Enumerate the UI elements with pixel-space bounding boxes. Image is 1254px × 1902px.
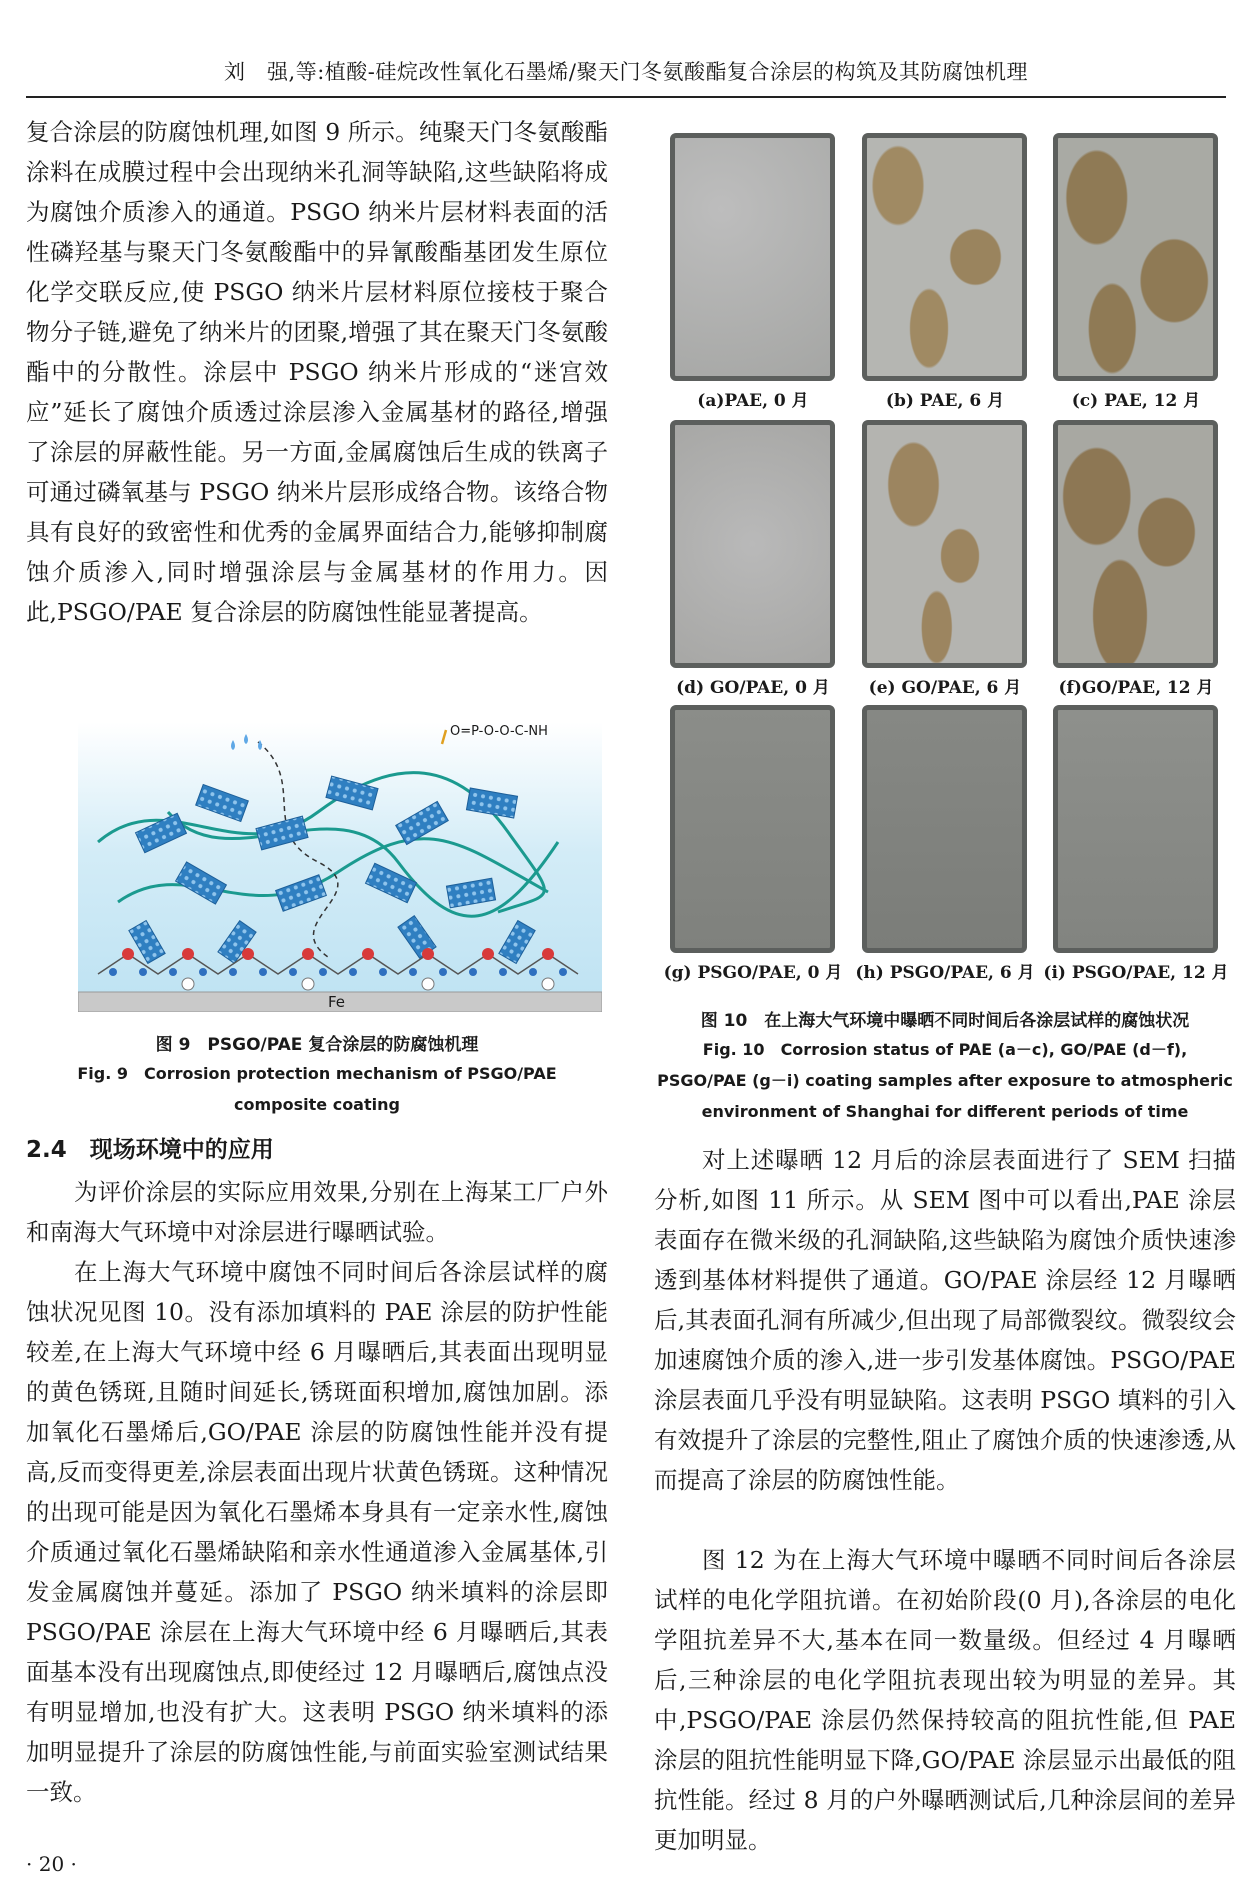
section-heading: 2.4 现场环境中的应用: [26, 1137, 274, 1163]
sample-photo-b: [862, 133, 1027, 381]
body-text: 图 12 为在上海大气环境中曝晒不同时间后各涂层试样的电化学阻抗谱。在初始阶段(0 月),各涂层的电化学阻抗差异不大,基本在同一数量级。但经过 4 月曝晒后,三种涂层的电化学阻抗表现出较为明显的差异。其中,PSGO/PAE 涂层仍然保持较高的阻抗性能,但 PAE 涂层的阻抗性能明显下降,GO/PAE 涂层显示出最低的阻抗性能。经过 8 月的户外曝晒测试后,几种涂层间的差异更加明显。: [654, 1546, 1236, 1854]
sample-photo-e: [862, 420, 1027, 668]
body-text: 复合涂层的防腐蚀机理,如图 9 所示。纯聚天门冬氨酸酯涂料在成膜过程中会出现纳米孔洞等缺陷,这些缺陷将成为腐蚀介质渗入的通道。PSGO 纳米片层材料表面的活性磷羟基与聚天门冬氨酸酯中的异氰酸酯基团发生原位化学交联反应,使 PSGO 纳米片层材料原位接枝于聚合物分子链,避免了纳米片的团聚,增强了其在聚天门冬氨酸酯中的分散性。涂层中 PSGO 纳米片形成的“迷宫效应”延长了腐蚀介质透过涂层渗入金属基材的路径,增强了涂层的屏蔽性能。另一方面,金属腐蚀后生成的铁离子可通过磷氧基与 PSGO 纳米片层形成络合物。该络合物具有良好的致密性和优秀的金属界面结合力,能够抑制腐蚀介质渗入,同时增强涂层与金属基材的作用力。因此,PSGO/PAE 复合涂层的防腐蚀性能显著提高。: [26, 118, 608, 626]
sample-photo-g: [670, 705, 835, 953]
figure-9: [78, 722, 602, 1012]
right-paragraph-1: [654, 1140, 1236, 1500]
left-paragraph-1: [26, 112, 608, 632]
photo-label-f: (f)GO/PAE, 12 月: [1058, 678, 1214, 698]
figure-9-caption-en-1: Fig. 9 Corrosion protection mechanism of PSGO/PAE: [77, 1064, 557, 1083]
photo-label-e: (e) GO/PAE, 6 月: [868, 678, 1022, 698]
photo-label-b: (b) PAE, 6 月: [885, 391, 1005, 411]
photo-label-h: (h) PSGO/PAE, 6 月: [855, 963, 1035, 983]
corrosion-mechanism-diagram: [78, 722, 602, 1012]
figure-10-caption-en-2: PSGO/PAE (g－i) coating samples after exposure to atmospheric: [657, 1071, 1233, 1090]
page-number: · 20 ·: [26, 1852, 77, 1876]
left-paragraph-2: [26, 1172, 608, 1252]
right-paragraph-2: [654, 1540, 1236, 1860]
header-rule: [26, 96, 1226, 98]
legend-label: O=P-O-O-C-NH: [450, 724, 548, 739]
body-text: 为评价涂层的实际应用效果,分别在上海某工厂户外和南海大气环境中对涂层进行曝晒试验。: [26, 1178, 608, 1246]
sample-photo-h: [862, 705, 1027, 953]
photo-label-i: (i) PSGO/PAE, 12 月: [1043, 963, 1229, 983]
sample-photo-a: [670, 133, 835, 381]
sample-photo-c: [1053, 133, 1218, 381]
figure-10-caption-cn: 图 10 在上海大气环境中曝晒不同时间后各涂层试样的腐蚀状况: [700, 1011, 1190, 1031]
sample-photo-i: [1053, 705, 1218, 953]
photo-label-c: (c) PAE, 12 月: [1071, 391, 1201, 411]
body-text: 对上述曝晒 12 月后的涂层表面进行了 SEM 扫描分析,如图 11 所示。从 SEM 图中可以看出,PAE 涂层表面存在微米级的孔洞缺陷,这些缺陷为腐蚀介质快速渗透到基体材料提供了通道。GO/PAE 涂层经 12 月曝晒后,其表面孔洞有所减少,但出现了局部微裂纹。微裂纹会加速腐蚀介质的渗入,进一步引发基体腐蚀。PSGO/PAE 涂层表面几乎没有明显缺陷。这表明 PSGO 填料的引入有效提升了涂层的完整性,阻止了腐蚀介质的快速渗透,从而提高了涂层的防腐蚀性能。: [654, 1146, 1236, 1494]
fe-substrate-label: Fe: [328, 993, 346, 1011]
photo-label-a: (a)PAE, 0 月: [697, 391, 809, 411]
left-paragraph-3: [26, 1252, 608, 1812]
running-title: 刘 强,等:植酸-硅烷改性氧化石墨烯/聚天门冬氨酸酯复合涂层的构筑及其防腐蚀机理: [224, 60, 1028, 84]
sample-photo-d: [670, 420, 835, 668]
body-text: 在上海大气环境中腐蚀不同时间后各涂层试样的腐蚀状况见图 10。没有添加填料的 PAE 涂层的防护性能较差,在上海大气环境中经 6 月曝晒后,其表面出现明显的黄色锈斑,且随时间延长,锈斑面积增加,腐蚀加剧。添加氧化石墨烯后,GO/PAE 涂层的防腐蚀性能并没有提高,反而变得更差,涂层表面出现片状黄色锈斑。这种情况的出现可能是因为氧化石墨烯本身具有一定亲水性,腐蚀介质通过氧化石墨烯缺陷和亲水性通道渗入金属基体,引发金属腐蚀并蔓延。添加了 PSGO 纳米填料的涂层即 PSGO/PAE 涂层在上海大气环境中经 6 月曝晒后,其表面基本没有出现腐蚀点,即使经过 12 月曝晒后,腐蚀点没有明显增加,也没有扩大。这表明 PSGO 纳米填料的添加明显提升了涂层的防腐蚀性能,与前面实验室测试结果一致。: [26, 1258, 608, 1806]
figure-9-caption-cn: 图 9 PSGO/PAE 复合涂层的防腐蚀机理: [155, 1035, 479, 1055]
figure-10-caption-en-3: environment of Shanghai for different periods of time: [701, 1102, 1189, 1121]
figure-9-caption-en-2: composite coating: [234, 1095, 400, 1114]
photo-label-d: (d) GO/PAE, 0 月: [676, 678, 830, 698]
sample-photo-f: [1053, 420, 1218, 668]
figure-10-caption-en-1: Fig. 10 Corrosion status of PAE (a－c), GO/PAE (d－f),: [702, 1040, 1188, 1059]
photo-label-g: (g) PSGO/PAE, 0 月: [663, 963, 843, 983]
